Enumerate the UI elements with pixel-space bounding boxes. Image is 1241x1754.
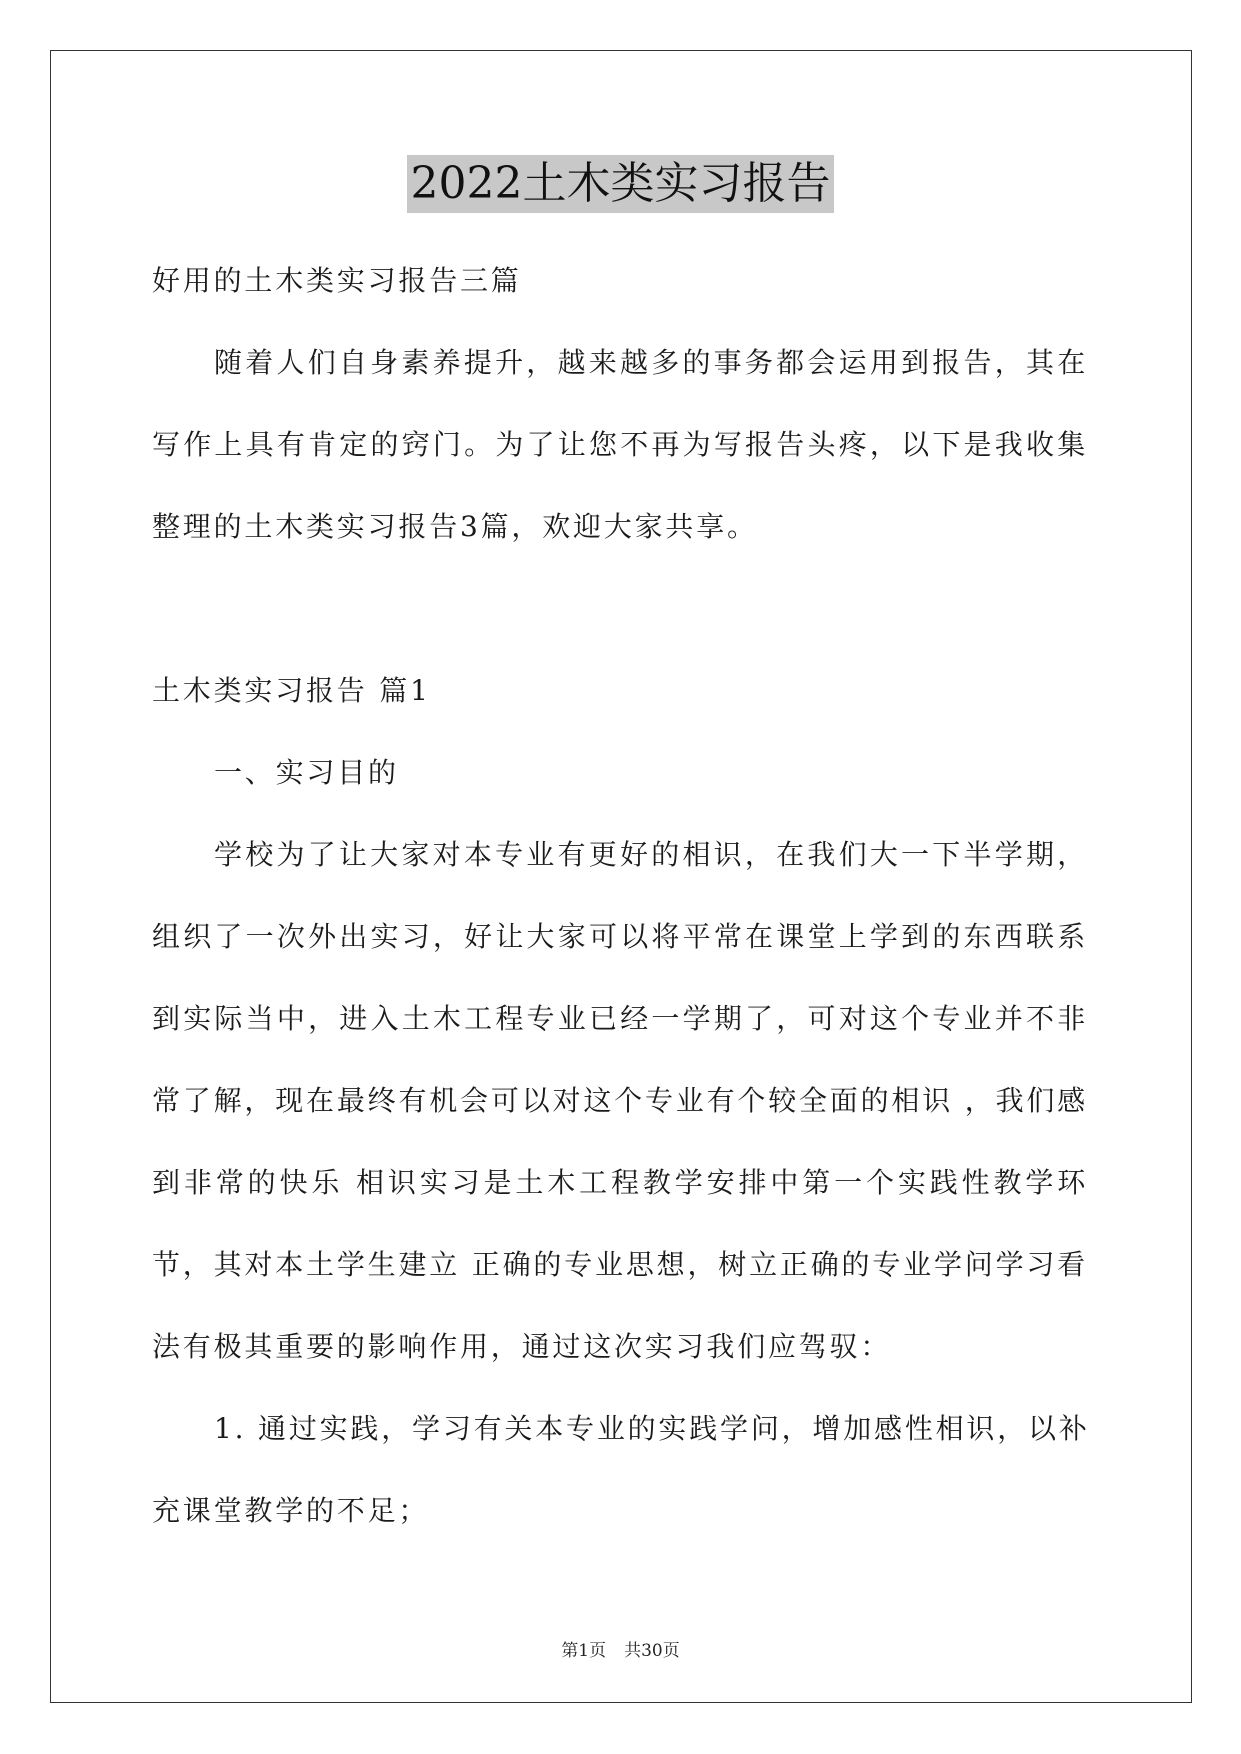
- document-body: [152, 240, 1088, 1552]
- body-line: 法有极其重要的影响作用，通过这次实习我们应驾驭：: [152, 1330, 892, 1363]
- body-line: 常了解，现在最终有机会可以对这个专业有个较全面的相识 ，我们感: [152, 1084, 1088, 1117]
- intro-line: 整理的土木类实习报告3篇，欢迎大家共享。: [152, 510, 758, 543]
- sub-heading: 一、实习目的: [214, 756, 399, 789]
- body-line: 组织了一次外出实习，好让大家可以将平常在课堂上学到的东西联系: [152, 920, 1088, 953]
- body-line: 学校为了让大家对本专业有更好的相识，在我们大一下半学期，: [214, 838, 1088, 871]
- body-line: 到实际当中，进入土木工程专业已经一学期了，可对这个专业并不非: [152, 1002, 1088, 1035]
- page-number: 第1页: [561, 1641, 607, 1661]
- list-item-line: 充课堂教学的不足；: [152, 1494, 430, 1527]
- list-item: [152, 1388, 1088, 1552]
- intro-line: 写作上具有肯定的窍门。为了让您不再为写报告头疼，以下是我收集: [152, 428, 1088, 461]
- document-title: 2022土木类实习报告: [407, 155, 835, 213]
- document-subtitle: 好用的土木类实习报告三篇: [152, 264, 522, 297]
- intro-paragraph: [152, 322, 1088, 568]
- body-line: 到非常的快乐 相识实习是土木工程教学安排中第一个实践性教学环: [152, 1166, 1088, 1199]
- list-item-line: 1. 通过实践，学习有关本专业的实践学问，增加感性相识，以补: [214, 1412, 1090, 1445]
- spacer: [152, 568, 1088, 650]
- section-heading: 土木类实习报告 篇1: [152, 674, 431, 707]
- body-paragraph: [152, 814, 1088, 1388]
- body-line: 节，其对本土学生建立 正确的专业思想，树立正确的专业学问学习看: [152, 1248, 1088, 1281]
- title-wrap: [0, 155, 1241, 213]
- page-total: 共30页: [624, 1641, 680, 1661]
- intro-line: 随着人们自身素养提升，越来越多的事务都会运用到报告，其在: [214, 346, 1088, 379]
- page-footer: [0, 1636, 1241, 1661]
